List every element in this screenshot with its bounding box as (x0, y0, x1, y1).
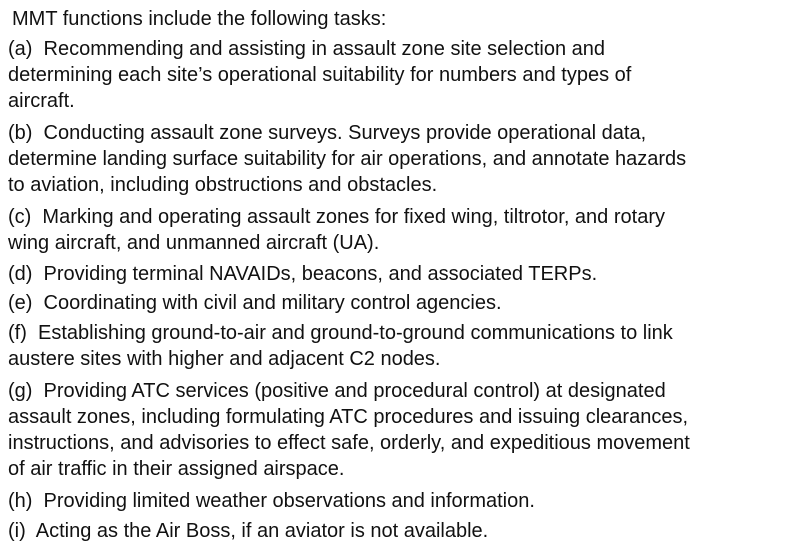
item-line: austere sites with higher and adjacent C2 nodes. (8, 348, 441, 370)
item-line: determining each site’s operational suitability for numbers and types of (8, 64, 632, 86)
item-line: of air traffic in their assigned airspace. (8, 458, 345, 480)
intro-text: MMT functions include the following tasks: (12, 8, 387, 30)
item-line: (e) Coordinating with civil and military control agencies. (8, 292, 502, 314)
item-line: aircraft. (8, 90, 75, 112)
item-line: (g) Providing ATC services (positive and procedural control) at designated (8, 380, 666, 402)
item-line: (c) Marking and operating assault zones for fixed wing, tiltrotor, and rotary (8, 206, 665, 228)
item-line: (f) Establishing ground-to-air and ground-to-ground communications to link (8, 322, 673, 344)
item-line: determine landing surface suitability for air operations, and annotate hazards (8, 148, 687, 170)
item-line: (b) Conducting assault zone surveys. Surveys provide operational data, (8, 122, 647, 144)
item-line: (i) Acting as the Air Boss, if an aviator is not available. (8, 520, 489, 542)
item-line: wing aircraft, and unmanned aircraft (UA). (8, 232, 380, 254)
item-line: (d) Providing terminal NAVAIDs, beacons, and associated TERPs. (8, 263, 598, 285)
item-line: (a) Recommending and assisting in assault zone site selection and (8, 38, 605, 60)
item-line: instructions, and advisories to effect safe, orderly, and expeditious movement (8, 432, 690, 454)
item-line: (h) Providing limited weather observations and information. (8, 490, 535, 512)
item-line: assault zones, including formulating ATC procedures and issuing clearances, (8, 406, 688, 428)
item-line: to aviation, including obstructions and obstacles. (8, 174, 438, 196)
